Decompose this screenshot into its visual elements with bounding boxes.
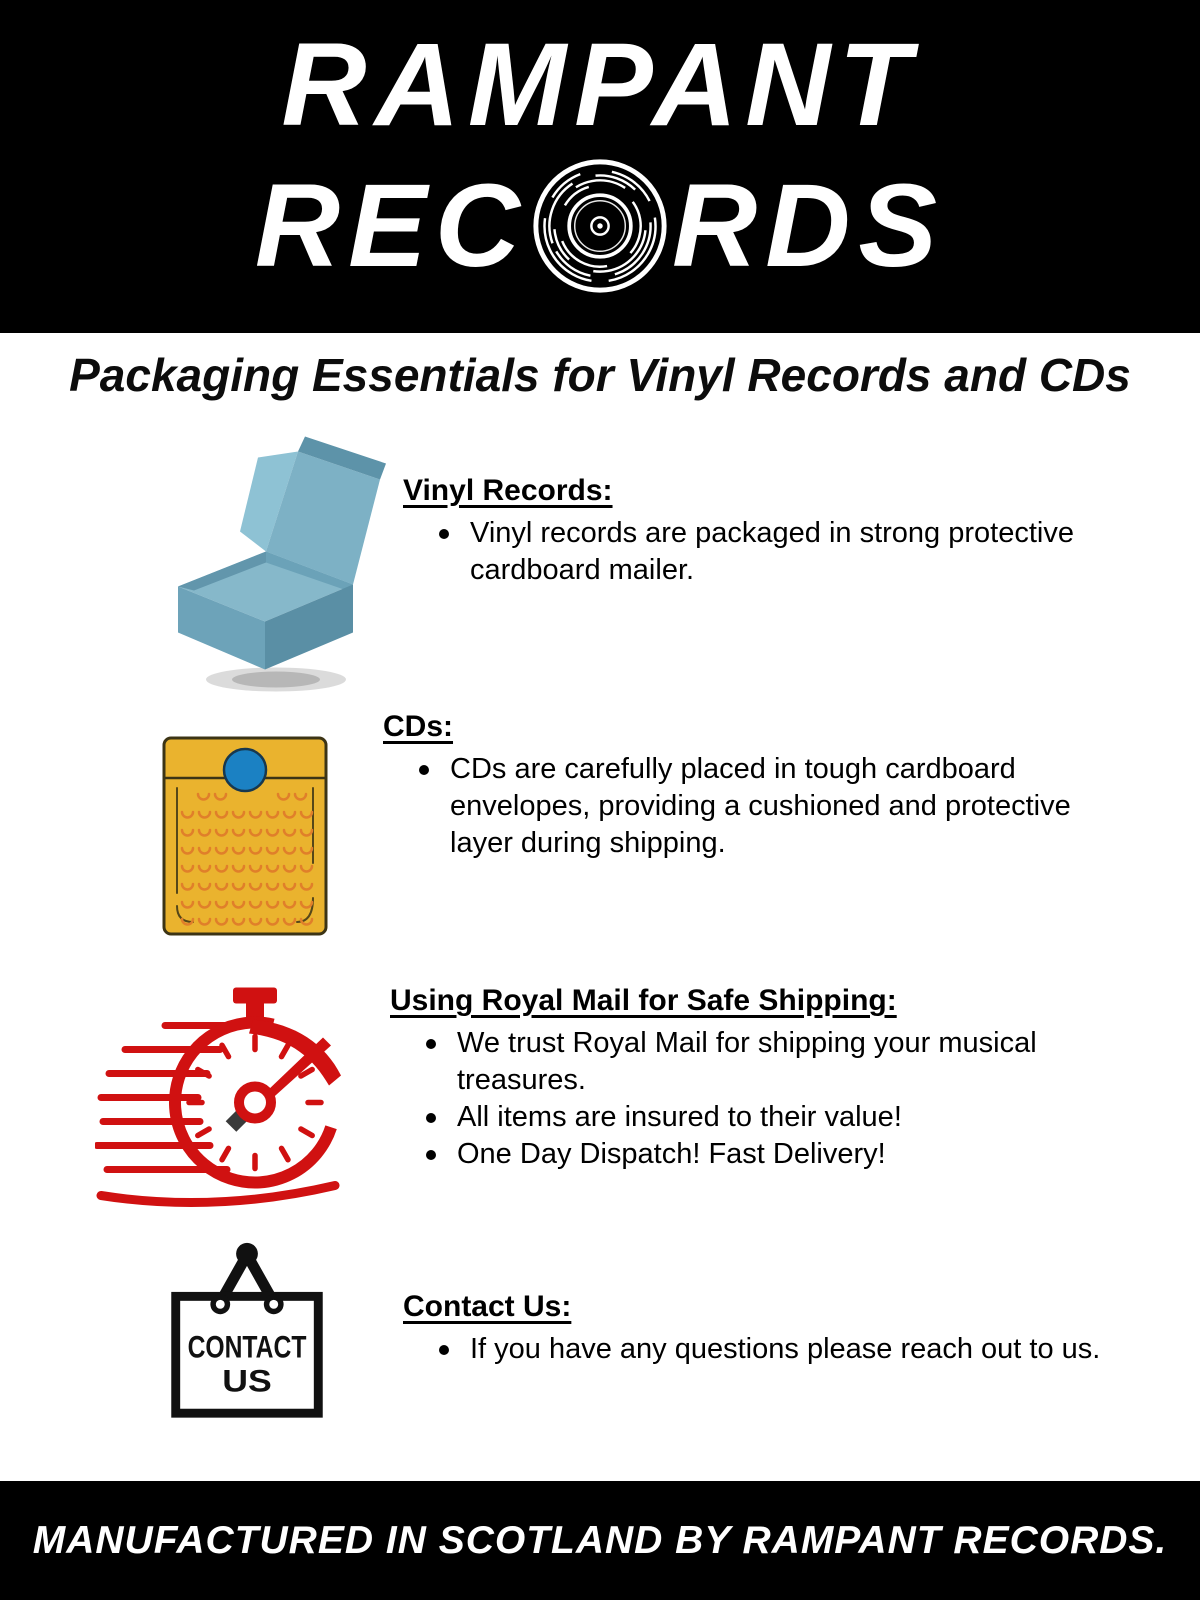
section-vinyl <box>403 474 1123 589</box>
vinyl-record-icon <box>526 152 674 300</box>
brand-line1: RAMPANT <box>281 19 919 151</box>
footer-bar <box>0 1481 1200 1600</box>
bullet-list <box>403 515 1123 589</box>
footer-text: MANUFACTURED IN SCOTLAND BY RAMPANT RECORDS. <box>32 1518 1168 1562</box>
section-shipping-heading: Using Royal Mail for Safe Shipping: <box>390 984 897 1017</box>
bullet-list <box>403 1331 1143 1368</box>
section-shipping <box>390 984 1110 1173</box>
brand-title <box>0 19 1200 300</box>
section-cds <box>383 710 1103 862</box>
section-cds-heading: CDs: <box>383 710 454 743</box>
brand-line2-post: RDS <box>672 160 946 292</box>
brand-line2-pre: REC <box>254 160 528 292</box>
contact-sign-line2: US <box>222 1362 272 1399</box>
brand-line2 <box>0 152 1200 300</box>
bullet-list <box>383 751 1103 862</box>
contact-sign-line1: CONTACT <box>187 1328 307 1365</box>
page-title: Packaging Essentials for Vinyl Records and CDs <box>69 349 1131 401</box>
bullet-list <box>390 1025 1110 1173</box>
envelope-clasp <box>224 749 266 791</box>
bullet-item: One Day Dispatch! Fast Delivery! <box>390 1136 1110 1173</box>
bullet-item: CDs are carefully placed in tough cardboard envelopes, providing a cushioned and protective layer during shipping. <box>383 751 1103 862</box>
section-contact-heading: Contact Us: <box>403 1290 572 1323</box>
section-contact <box>403 1290 1143 1368</box>
padded-envelope-icon <box>160 726 330 940</box>
section-vinyl-heading: Vinyl Records: <box>403 474 613 507</box>
bullet-item: Vinyl records are packaged in strong protective cardboard mailer. <box>403 515 1123 589</box>
speed-stopwatch-icon <box>95 986 345 1214</box>
bullet-item: If you have any questions please reach out to us. <box>403 1331 1143 1368</box>
header-banner <box>0 0 1200 333</box>
bullet-item: All items are insured to their value! <box>390 1099 1110 1136</box>
bullet-item: We trust Royal Mail for shipping your musical treasures. <box>390 1025 1110 1099</box>
contact-us-sign-icon <box>148 1238 346 1428</box>
mailer-box-icon <box>148 420 398 698</box>
